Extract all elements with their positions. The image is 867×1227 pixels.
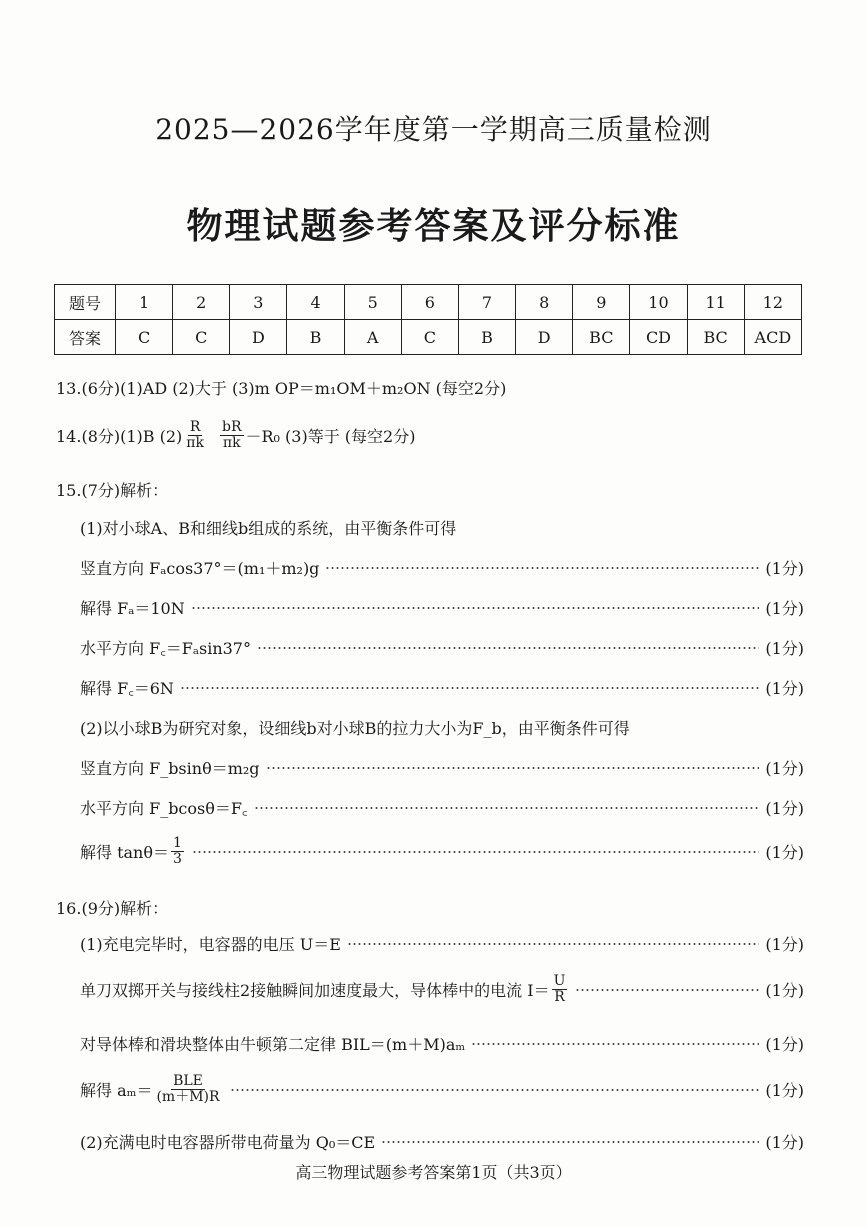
q16-heading: 16.(9分)解析： [56,899,169,918]
dot-leader [230,1089,760,1091]
table-cell: C [401,320,458,355]
table-cell: A [344,320,401,355]
q13-answer: 13.(6分)(1)AD (2)大于 (3)m OP＝m₁OM＋m₂ON (每空2分) [56,379,507,398]
q16-step: 单刀双掷开关与接线柱2接触瞬间加速度最大，导体棒中的电流 I＝ $\frac{U}{R}$ (1分) [80,973,804,1005]
q15-heading: 15.(7分)解析： [56,481,169,500]
dot-leader [254,807,760,809]
q16-step: (2)充满电时电容器所带电荷量为 Q₀＝CE (1分) [80,1130,804,1153]
row-label: 题号 [55,285,116,320]
fraction: $\frac{bR}{\pi k}$ [221,419,242,451]
table-cell: D [230,320,287,355]
table-cell: 2 [173,285,230,320]
score-points: (1分) [765,935,804,954]
dot-leader [180,687,759,689]
q15-step: 水平方向 F_bcosθ＝F꜀ (1分) [80,796,804,819]
q15-step: 解得 tanθ＝ $\frac{1}{3}$ (1分) [80,835,804,867]
score-points: (1分) [765,639,804,658]
table-cell: ACD [744,320,801,355]
dot-leader [192,851,759,853]
score-points: (1分) [765,1035,804,1054]
document-title: 物理试题参考答案及评分标准 [186,205,681,247]
score-points: (1分) [765,1081,804,1100]
table-cell: 3 [230,285,287,320]
fraction: $\frac{U}{R}$ [553,973,566,1005]
q15-step: 解得 Fₐ＝10N (1分) [80,596,804,619]
dot-leader [266,767,760,769]
table-cell: C [116,320,173,355]
answer-table [54,284,802,355]
score-points: (1分) [765,843,804,862]
table-cell: 4 [287,285,344,320]
q15-step: 竖直方向 F_bsinθ＝m₂g (1分) [80,756,804,779]
dot-leader [257,647,759,649]
q14-answer: 14.(8分)(1)B (2) $\frac{R}{\pi k}$ $\frac{bR}{\pi k}$ －R₀ (3)等于 (每空2分) [56,419,416,451]
fraction: $\frac{1}{3}$ [173,835,182,867]
table-cell: 7 [458,285,515,320]
q15-step: 竖直方向 Fₐcos37°＝(m₁＋m₂)g (1分) [80,556,804,579]
q15-part1: (1)对小球A、B和细线b组成的系统，由平衡条件可得 [80,519,457,538]
q16-step: 对导体棒和滑块整体由牛顿第二定律 BIL＝(m＋M)aₘ (1分) [80,1032,804,1055]
table-cell: 12 [744,285,801,320]
page-footer: 高三物理试题参考答案第1页（共3页） [295,1163,572,1182]
answer-row [55,320,802,355]
q16-step: 解得 aₘ＝ $\frac{\text{BLE}}{(m+M)R}$ (1分) [80,1073,804,1105]
table-cell: 5 [344,285,401,320]
table-cell: C [173,320,230,355]
table-cell: CD [630,320,687,355]
question-number-row [55,285,802,320]
table-cell: BC [573,320,630,355]
q15-step: 解得 F꜀＝6N (1分) [80,676,804,699]
table-cell: D [516,320,573,355]
dot-leader [191,607,760,609]
score-points: (1分) [765,1133,804,1152]
q16-step: (1)充电完毕时，电容器的电压 U＝E (1分) [80,932,804,955]
q15-part2: (2)以小球B为研究对象，设细线b对小球B的拉力大小为F_b，由平衡条件可得 [80,719,630,738]
table-cell: 6 [401,285,458,320]
dot-leader [325,567,759,569]
score-points: (1分) [765,599,804,618]
dot-leader [575,989,759,991]
table-cell: 9 [573,285,630,320]
q15-step: 水平方向 F꜀＝Fₐsin37° (1分) [80,636,804,659]
score-points: (1分) [765,799,804,818]
table-cell: 1 [116,285,173,320]
table-cell: B [458,320,515,355]
exam-title: 2025—2026学年度第一学期高三质量检测 [155,113,712,146]
score-points: (1分) [765,981,804,1000]
score-points: (1分) [765,679,804,698]
fraction: $\frac{R}{\pi k}$ [186,419,204,451]
table-cell: 11 [687,285,744,320]
dot-leader [347,943,759,945]
table-cell: B [287,320,344,355]
row-label: 答案 [55,320,116,355]
dot-leader [381,1141,759,1143]
table-cell: 8 [516,285,573,320]
score-points: (1分) [765,759,804,778]
score-points: (1分) [765,559,804,578]
dot-leader [471,1043,759,1045]
table-cell: BC [687,320,744,355]
fraction: $\frac{\text{BLE}}{(m+M)R}$ [156,1073,220,1105]
table-cell: 10 [630,285,687,320]
